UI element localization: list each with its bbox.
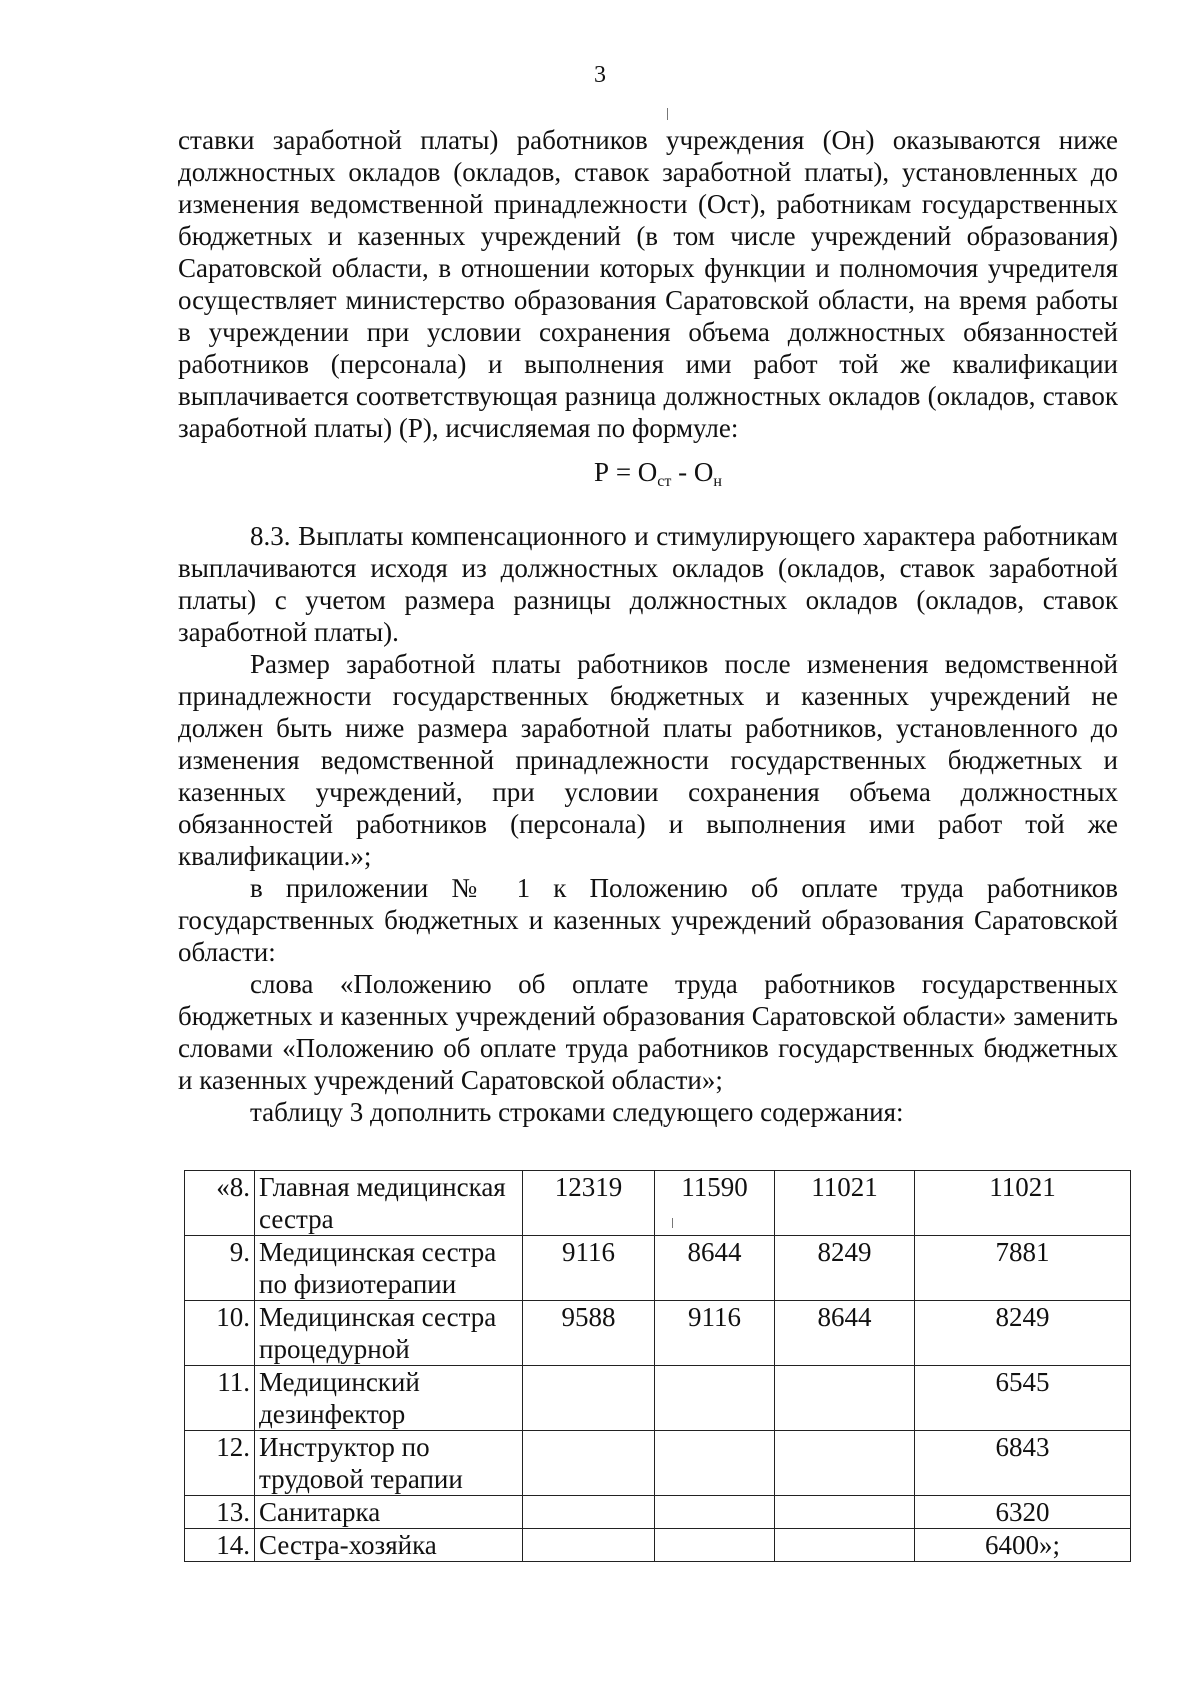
page-number: 3 (594, 62, 606, 88)
salary-cell: 8644 (655, 1236, 775, 1301)
row-number-cell: 11. (185, 1366, 255, 1431)
row-number-cell: 9. (185, 1236, 255, 1301)
salary-cell (775, 1496, 915, 1529)
salary-cell (655, 1529, 775, 1562)
table-row (185, 1366, 1131, 1431)
position-name-cell: Медицинский дезинфектор (255, 1366, 523, 1431)
paragraph-table-3: таблицу 3 дополнить строками следующего содержания: (250, 1097, 904, 1127)
salary-cell: 11590 (655, 1171, 775, 1236)
salary-cell (655, 1366, 775, 1431)
salary-cell: 9116 (523, 1236, 655, 1301)
salary-cell (775, 1366, 915, 1431)
position-name-cell: Санитарка (255, 1496, 523, 1529)
salary-cell: 6545 (915, 1366, 1131, 1431)
paragraph-words-replace: слова «Положению об оплате труда работников государственных бюджетных и казенных учреждений образования Саратовской области» заменить словами «Положению об оплате труда работников государственных бюджетных и казенных учреждений Саратовской области»; (178, 969, 1118, 1095)
salary-cell (523, 1431, 655, 1496)
salary-cell: 11021 (775, 1171, 915, 1236)
row-number-cell: «8. (185, 1171, 255, 1236)
salary-cell: 6320 (915, 1496, 1131, 1529)
row-number-cell: 13. (185, 1496, 255, 1529)
salary-cell: 9116 (655, 1301, 775, 1366)
formula-subscript: н (713, 473, 722, 490)
salary-cell (775, 1431, 915, 1496)
paragraph-salary-size: Размер заработной платы работников после изменения ведомственной принадлежности государственных бюджетных и казенных учреждений не должен быть ниже размера заработной платы работников, установленного до изменения ведомственной принадлежности государственных бюджетных и казенных учреждений, при условии сохранения объема должностных обязанностей работников (персонала) и выполнения ими работ той же квалификации.»; (178, 649, 1118, 871)
table-row (185, 1301, 1131, 1366)
salary-cell: 8644 (775, 1301, 915, 1366)
salary-cell: 12319 (523, 1171, 655, 1236)
salary-cell: 11021 (915, 1171, 1131, 1236)
table-row (185, 1171, 1131, 1236)
salary-cell (655, 1496, 775, 1529)
position-name-cell: Главная медицинская сестра (255, 1171, 523, 1236)
formula-mid: - О (671, 457, 714, 487)
position-name-cell: Медицинская сестра по физиотерапии (255, 1236, 523, 1301)
position-name-cell: Инструктор по трудовой терапии (255, 1431, 523, 1496)
salary-cell: 8249 (775, 1236, 915, 1301)
formula (178, 456, 1118, 498)
salary-cell: 7881 (915, 1236, 1131, 1301)
formula-subscript: ст (657, 473, 672, 490)
row-number-cell: 14. (185, 1529, 255, 1562)
salary-cell (523, 1366, 655, 1431)
paragraph-8-3: 8.3. Выплаты компенсационного и стимулирующего характера работникам выплачиваются исходя из должностных окладов (окладов, ставок заработной платы) с учетом размера разницы должностных окладов (окладов, ставок заработной платы). (178, 521, 1118, 647)
salary-cell: 6400»; (915, 1529, 1131, 1562)
salary-cell (523, 1496, 655, 1529)
paragraph-appendix-1: в приложении № 1 к Положению об оплате труда работников государственных бюджетных и казенных учреждений образования Саратовской области: (178, 873, 1118, 967)
scan-mark (667, 108, 668, 120)
table-row (185, 1496, 1131, 1529)
document-body (178, 124, 1118, 1128)
table-row (185, 1431, 1131, 1496)
row-number-cell: 12. (185, 1431, 255, 1496)
position-name-cell: Медицинская сестра процедурной (255, 1301, 523, 1366)
salary-cell (655, 1431, 775, 1496)
salary-cell: 6843 (915, 1431, 1131, 1496)
table-row (185, 1529, 1131, 1562)
salary-table (184, 1170, 1131, 1562)
formula-lhs: Р = О (594, 457, 658, 487)
salary-cell (775, 1529, 915, 1562)
table-row (185, 1236, 1131, 1301)
row-number-cell: 10. (185, 1301, 255, 1366)
salary-cell (523, 1529, 655, 1562)
salary-cell: 8249 (915, 1301, 1131, 1366)
salary-cell: 9588 (523, 1301, 655, 1366)
position-name-cell: Сестра-хозяйка (255, 1529, 523, 1562)
paragraph-continuation: ставки заработной платы) работников учреждения (Он) оказываются ниже должностных окладов (окладов, ставок заработной платы), установленных до изменения ведомственной принадлежности (Ост), работникам государственных бюджетных и казенных учреждений (в том числе учреждений образования) Саратовской области, в отношении которых функции и полномочия учредителя осуществляет министерство образования Саратовской области, на время работы в учреждении при условии сохранения объема должностных обязанностей работников (персонала) и выполнения ими работ той же квалификации выплачивается соответствующая разница должностных окладов (окладов, ставок заработной платы) (Р), исчисляемая по формуле: (178, 125, 1118, 443)
